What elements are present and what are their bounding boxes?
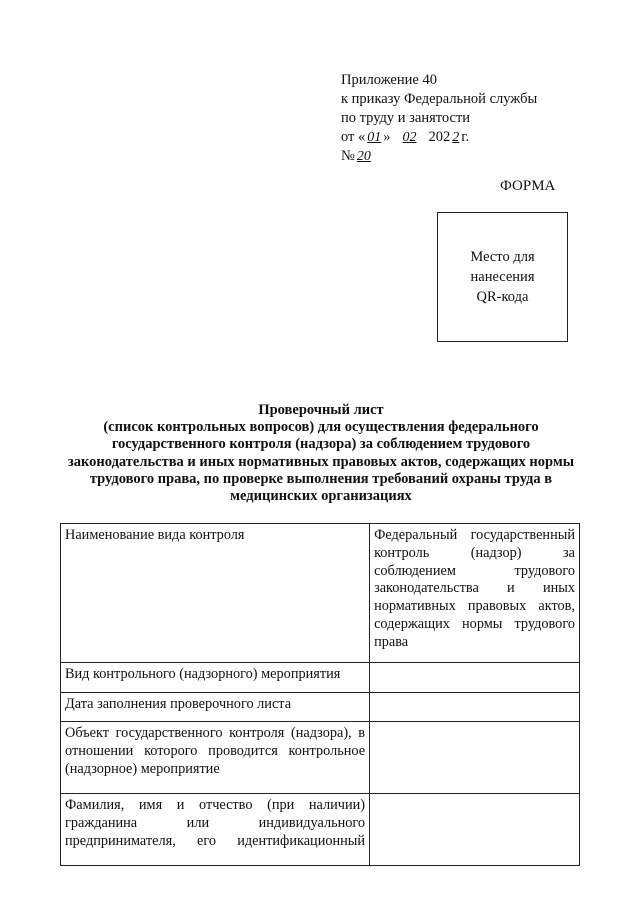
row-label: Дата заполнения проверочного листа bbox=[61, 693, 370, 722]
row-label: Объект государственного контроля (надзора), в отношении которого проводится контрольное (надзорное) мероприятие bbox=[61, 722, 370, 794]
table-row bbox=[61, 722, 580, 794]
row-value bbox=[370, 794, 580, 866]
row-label: Фамилия, имя и отчество (при наличии) гражданина или индивидуального предпринимателя, его идентификационный bbox=[61, 794, 370, 866]
date-day-handwritten: 01 bbox=[367, 130, 382, 145]
order-reference: к приказу Федеральной службы bbox=[341, 91, 538, 107]
document-title bbox=[56, 402, 586, 505]
qr-code-placeholder bbox=[437, 212, 568, 342]
qr-line-2: нанесения bbox=[470, 269, 535, 285]
title-line-4: законодательства и иных нормативных правовых актов, содержащих нормы bbox=[67, 453, 575, 470]
date-suffix: г. bbox=[461, 129, 470, 145]
checklist-table bbox=[60, 523, 580, 866]
qr-line-1: Место для bbox=[470, 249, 535, 265]
title-line-1: Проверочный лист bbox=[258, 402, 384, 418]
row-label: Вид контрольного (надзорного) мероприятия bbox=[61, 663, 370, 693]
title-line-5: трудового права, по проверке выполнения требований охраны труда в bbox=[89, 470, 553, 487]
number-handwritten: 20 bbox=[356, 149, 371, 164]
number-prefix: № bbox=[341, 148, 355, 164]
order-date bbox=[341, 128, 581, 147]
appendix-header bbox=[341, 71, 581, 166]
table-row bbox=[61, 693, 580, 722]
title-line-2: (список контрольных вопросов) для осуществления федерального bbox=[103, 419, 539, 436]
title-line-6: медицинских организациях bbox=[230, 488, 412, 505]
date-sep: » bbox=[383, 129, 391, 145]
date-year-handwritten: 2 bbox=[452, 130, 460, 145]
qr-line-3: QR-кода bbox=[476, 289, 529, 305]
table-row bbox=[61, 794, 580, 866]
form-label: ФОРМА bbox=[500, 178, 556, 194]
order-reference-cont: по труду и занятости bbox=[341, 110, 471, 126]
date-month-handwritten: 02 bbox=[402, 130, 417, 145]
row-value bbox=[370, 693, 580, 722]
date-prefix: от « bbox=[341, 129, 366, 145]
row-value bbox=[370, 722, 580, 794]
row-value bbox=[370, 663, 580, 693]
date-year-prefix: 202 bbox=[428, 129, 451, 145]
order-number bbox=[341, 147, 581, 166]
table-row bbox=[61, 524, 580, 663]
row-label: Наименование вида контроля bbox=[61, 524, 370, 663]
appendix-number: Приложение 40 bbox=[341, 72, 437, 88]
title-line-3: государственного контроля (надзора) за соблюдением трудового bbox=[111, 436, 531, 453]
row-value: Федеральный государственный контроль (надзор) за соблюдением трудового законодательства и иных нормативных правовых актов, содержащих нормы трудового права bbox=[370, 524, 580, 663]
table-row bbox=[61, 663, 580, 693]
